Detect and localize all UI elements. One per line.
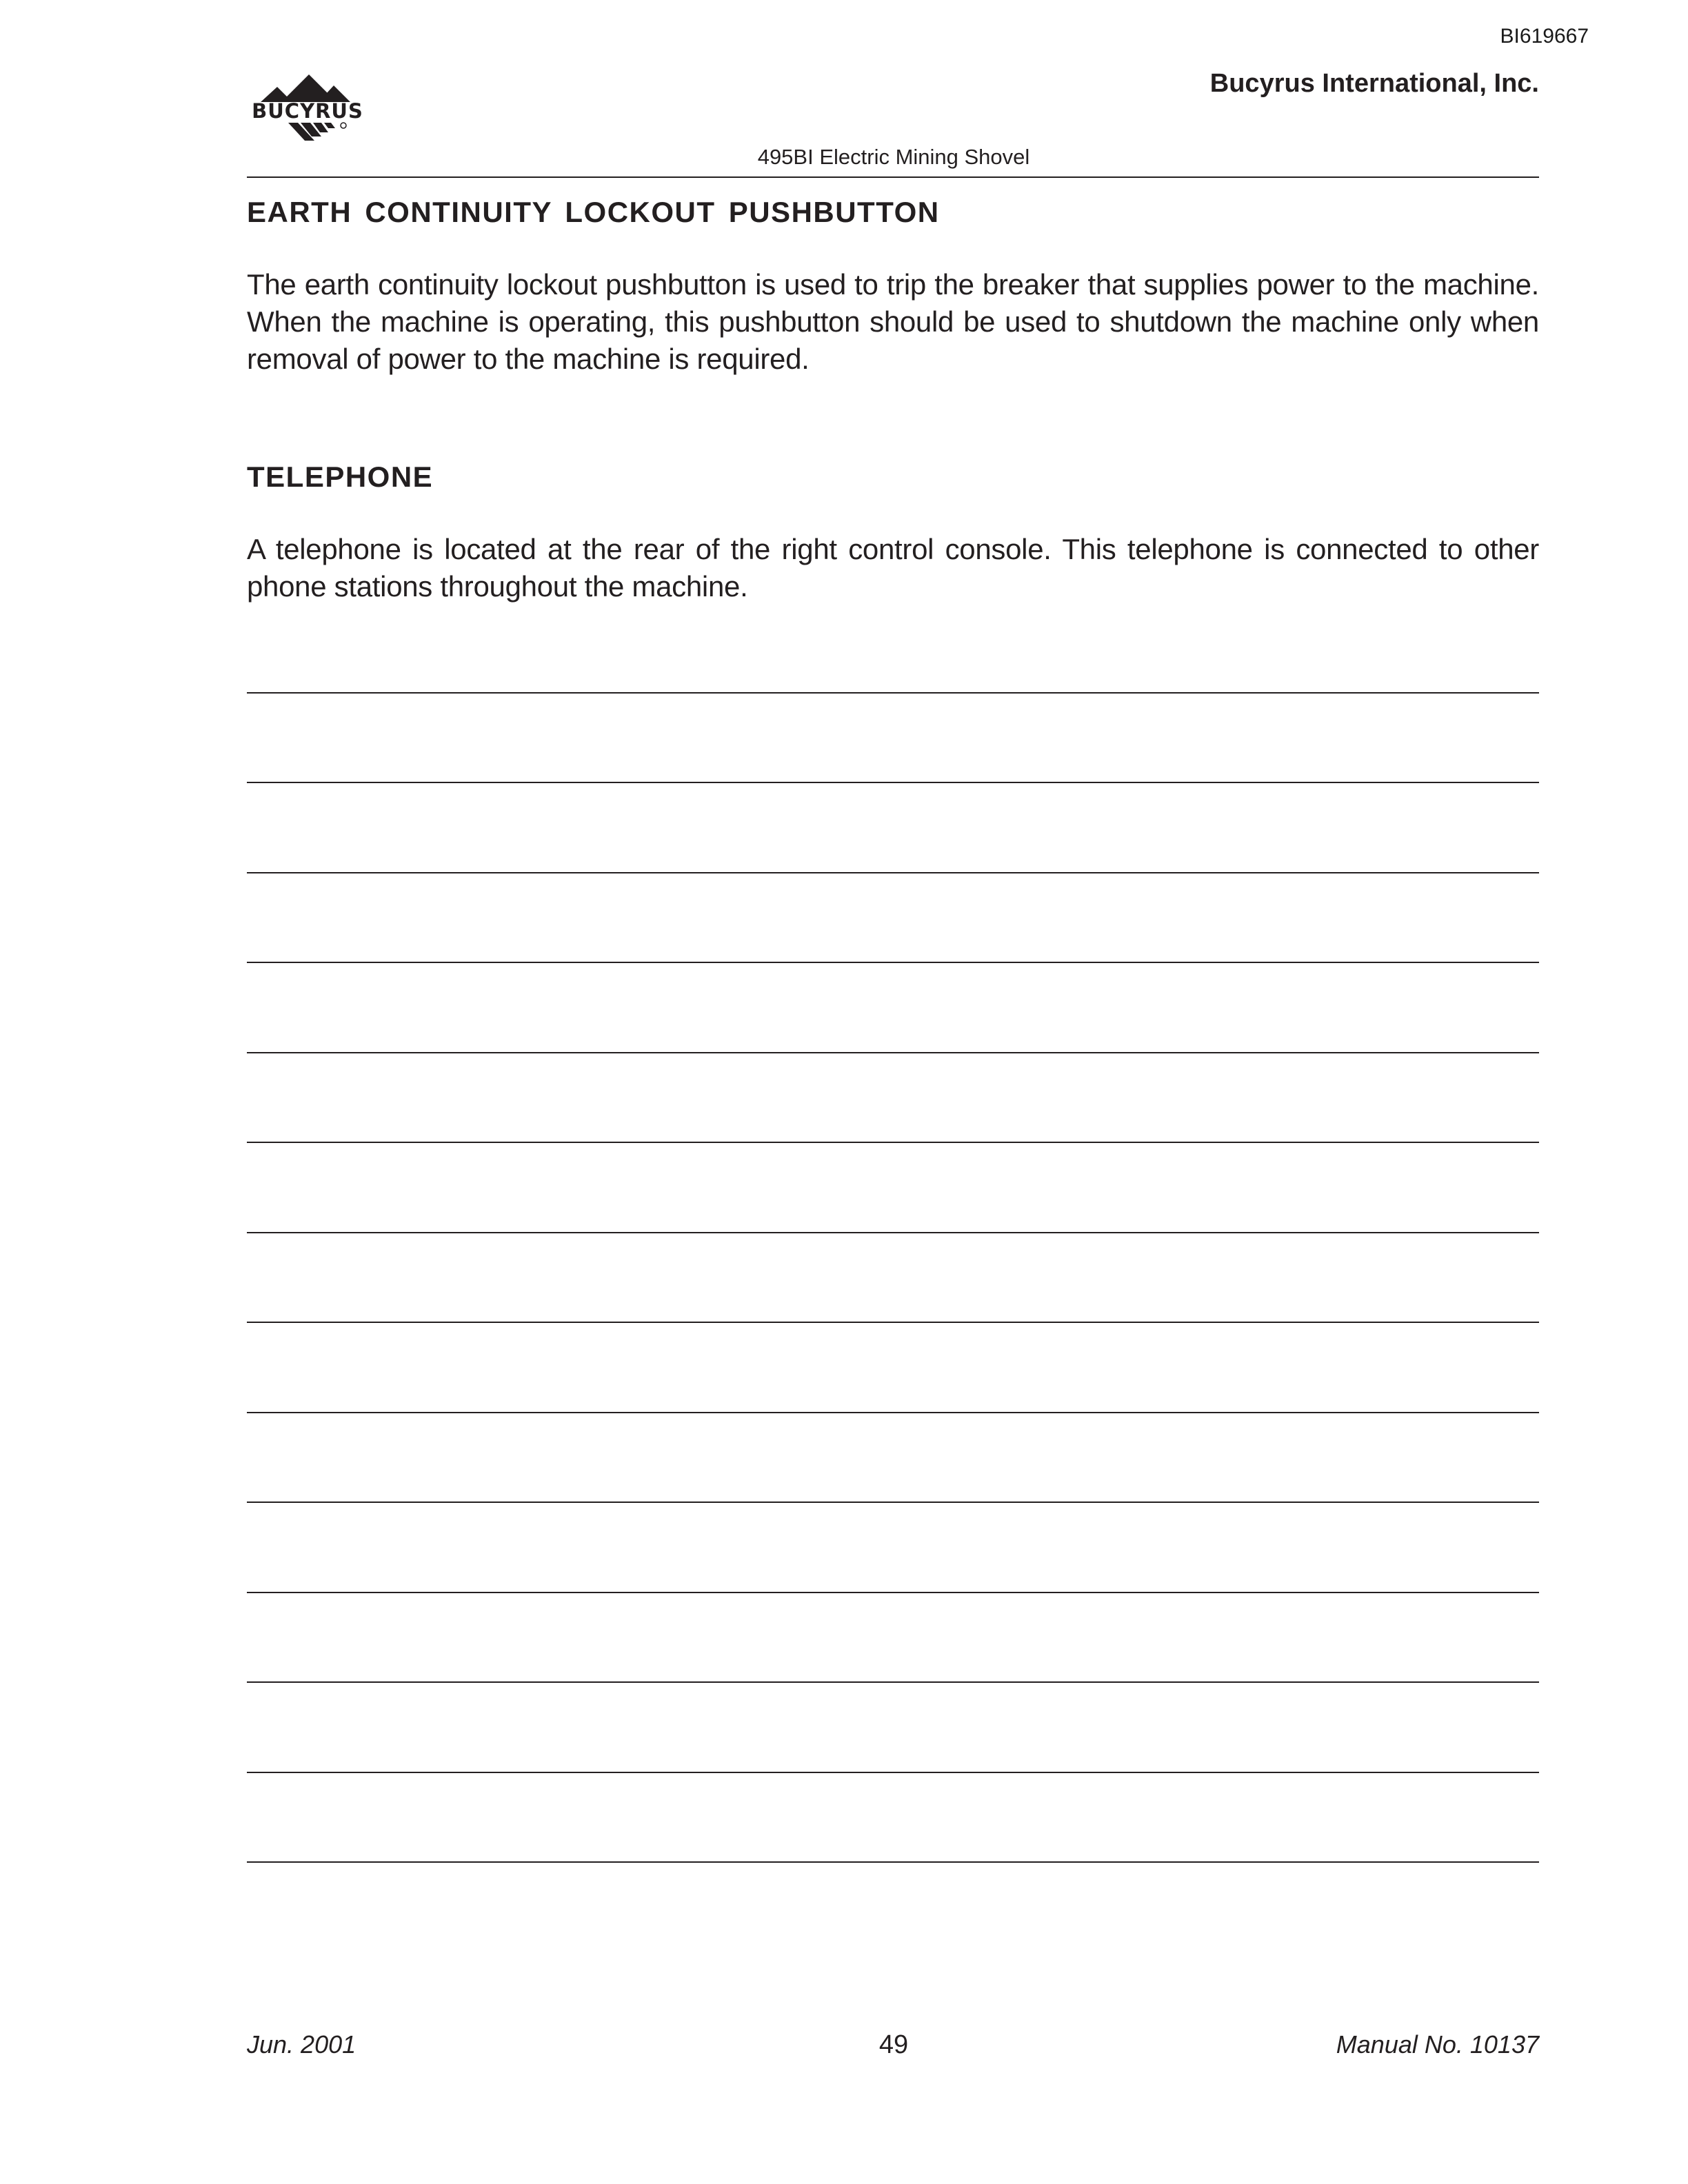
page-number: 49: [878, 2030, 909, 2059]
document-subtitle: 495BI Electric Mining Shovel: [757, 145, 1030, 169]
section-body-telephone: A telephone is located at the rear of the right control console. This telephone is connected to other phone stations throughout the machine.: [247, 533, 1539, 603]
note-line: [247, 1772, 1539, 1773]
note-line: [247, 782, 1539, 783]
section-heading-earth-continuity: EARTH CONTINUITY LOCKOUT PUSHBUTTON: [247, 196, 940, 228]
section-heading-telephone: TELEPHONE: [247, 461, 434, 493]
note-line: [247, 1142, 1539, 1143]
note-line: [247, 1861, 1539, 1863]
note-line: [247, 1322, 1539, 1323]
manual-number: Manual No. 10137: [1336, 2030, 1539, 2059]
note-line: [247, 872, 1539, 873]
note-line: [247, 1681, 1539, 1683]
document-id: BI619667: [1500, 25, 1589, 48]
note-line: [247, 1412, 1539, 1413]
logo-wordmark: BUCYRUS: [252, 99, 363, 123]
note-line: [247, 1592, 1539, 1593]
note-line: [247, 1232, 1539, 1233]
note-line: [247, 1502, 1539, 1503]
footer-date: Jun. 2001: [247, 2030, 356, 2059]
note-line: [247, 962, 1539, 963]
header-divider: [247, 176, 1539, 178]
company-name: Bucyrus International, Inc.: [1209, 69, 1539, 98]
note-line: [247, 1052, 1539, 1053]
note-line: [247, 692, 1539, 694]
bucyrus-logo: [247, 72, 368, 150]
section-body-earth-continuity: The earth continuity lockout pushbutton is used to trip the breaker that supplies power to the machine. When the machine is operating, this pushbutton should be used to shutdown the machine only when removal of power to the machine is required.: [247, 268, 1539, 375]
